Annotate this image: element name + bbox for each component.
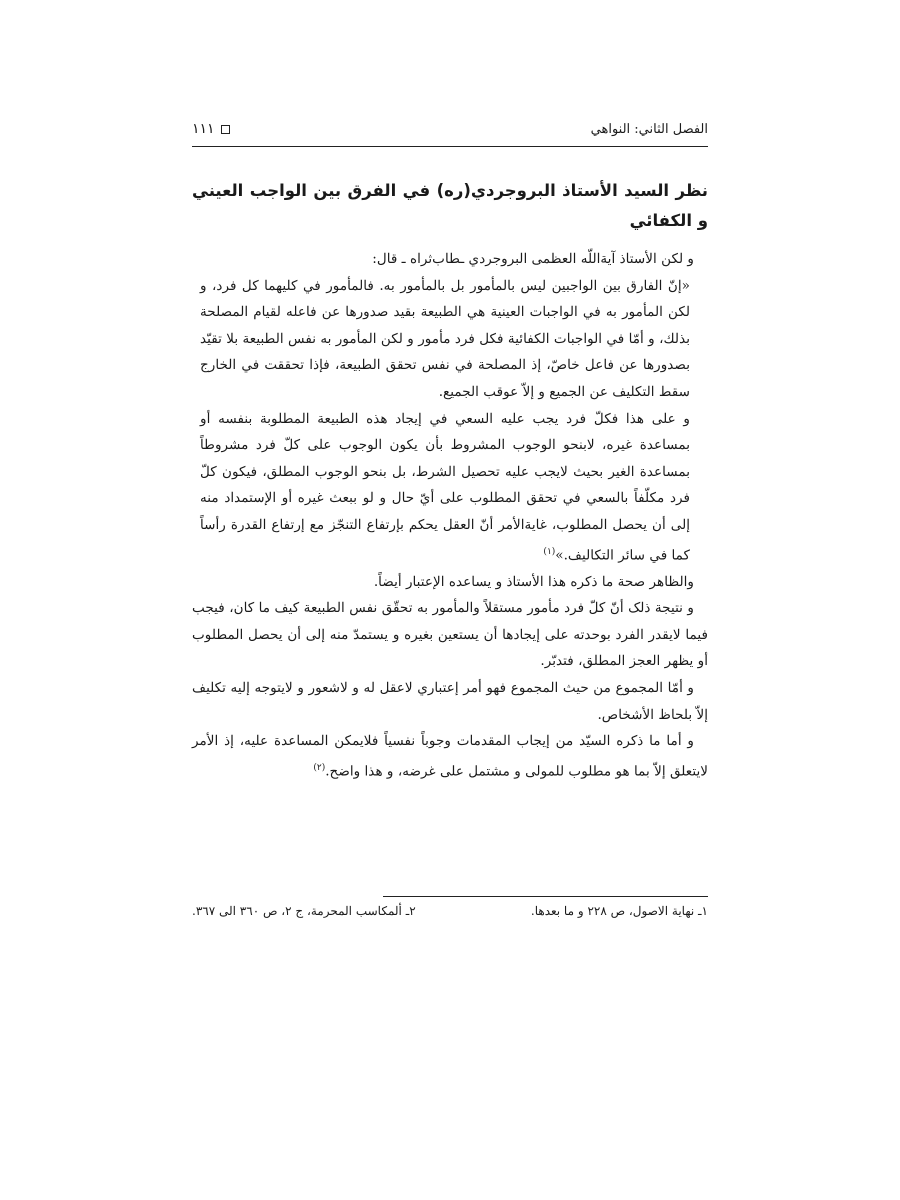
- main-content: [192, 176, 708, 785]
- page-number-group: [192, 121, 230, 137]
- quote-text: «إنّ الفارق بين الواجبين ليس بالمأمور بل بالمأمور به. فالمأمور في كليهما كل فرد، و لكن المأمور به في الواجبات العينية هي الطبيعة بقيد صدورها عن فاعله لقيام المصلحة بذلك، و أمّا في الواجبات الكفائية فكل فرد مأمور و لكن المأمور به نفس الطبيعة بلا تقيّد بصدورها عن فاعل خاصّ، إذ المصلحة في نفس تحقق الطبيعة، فإذا تحققت في الخارج سقط التكليف عن الجميع و إلاّ عوقب الجميع.: [200, 277, 690, 400]
- paragraph: والظاهر صحة ما ذكره هذا الأستاذ و يساعده الإعتبار أيضاً.: [373, 573, 694, 590]
- footnote-marker: (١): [543, 546, 556, 557]
- footnote-1: ١ـ نهاية الاصول، ص ٢٢٨ و ما بعدها.: [530, 904, 708, 918]
- section-title: نظر السيد الأستاذ البروجردي(ره) في الفرق بين الواجب العيني و الكفائي: [192, 181, 708, 230]
- paragraph: [192, 728, 708, 785]
- chapter-title: الفصل الثاني: النواهي: [590, 121, 708, 137]
- footnotes: [192, 904, 708, 918]
- paragraph: و نتيجة ذلک أنّ كلّ فرد مأمور مستقلاً والمأمور به تحقّق نفس الطبيعة كيف ما كان، فيجب فيما لايقدر الفرد بوحدته على إيجادها أن يستعين بغيره و يستمدّ منه إلى أن يحصل المطلوب أو يظهر العجز المطلق، فتدبّر.: [192, 600, 708, 670]
- footnote-marker: (٢): [313, 762, 326, 773]
- paragraph: و لكن الأستاذ آيةاللّه العظمى البروجردي ـطاب‌ثراه ـ قال:: [372, 251, 694, 267]
- paragraph: و أمّا المجموع من حيث المجموع فهو أمر إعتباري لاعقل له و لاشعور و لايتوجه إليه تكليف إلاّ بلحاظ الأشخاص.: [192, 680, 708, 723]
- square-icon: [221, 125, 230, 134]
- running-header: [192, 116, 708, 142]
- footnote-rule: [383, 896, 708, 897]
- quote-paragraph: [192, 273, 708, 406]
- header-rule: [192, 146, 708, 147]
- paragraph-text: و أما ما ذكره السيّد من إيجاب المقدمات وجوباً نفسياً فلايمكن المساعدة عليه، إذ الأمر لايتعلق إلاّ بما هو مطلوب للمولى و مشتمل على غرضه، و هذا واضح.: [192, 733, 708, 780]
- page-number: ١١١: [192, 121, 215, 137]
- footnote-2: ٢ـ ألمكاسب المحرمة، ج ٢، ص ٣٦٠ الى ٣٦٧.: [192, 904, 416, 918]
- quote-paragraph: [192, 406, 708, 569]
- quote-text: و على هذا فكلّ فرد يجب عليه السعي في إيجاد هذه الطبيعة المطلوبة بنفسه أو بمساعدة غيره، لابنحو الوجوب المشروط بأن يكون الوجوب على كلّ فرد مشروطاً بمساعدة الغير بحيث لايجب عليه تحصيل الشرط، بل بنحو الوجوب المطلق، فيكون كلّ فرد مكلّفاً بالسعي في تحقق المطلوب على أيّ حال و لو ببعث غيره أو الإستمداد منه إلى أن يحصل المطلوب، غايةالأمر أنّ العقل يحكم بإرتفاع التنجّز مع إرتفاع القدرة رأساً كما في سائر التكاليف.»: [200, 410, 690, 564]
